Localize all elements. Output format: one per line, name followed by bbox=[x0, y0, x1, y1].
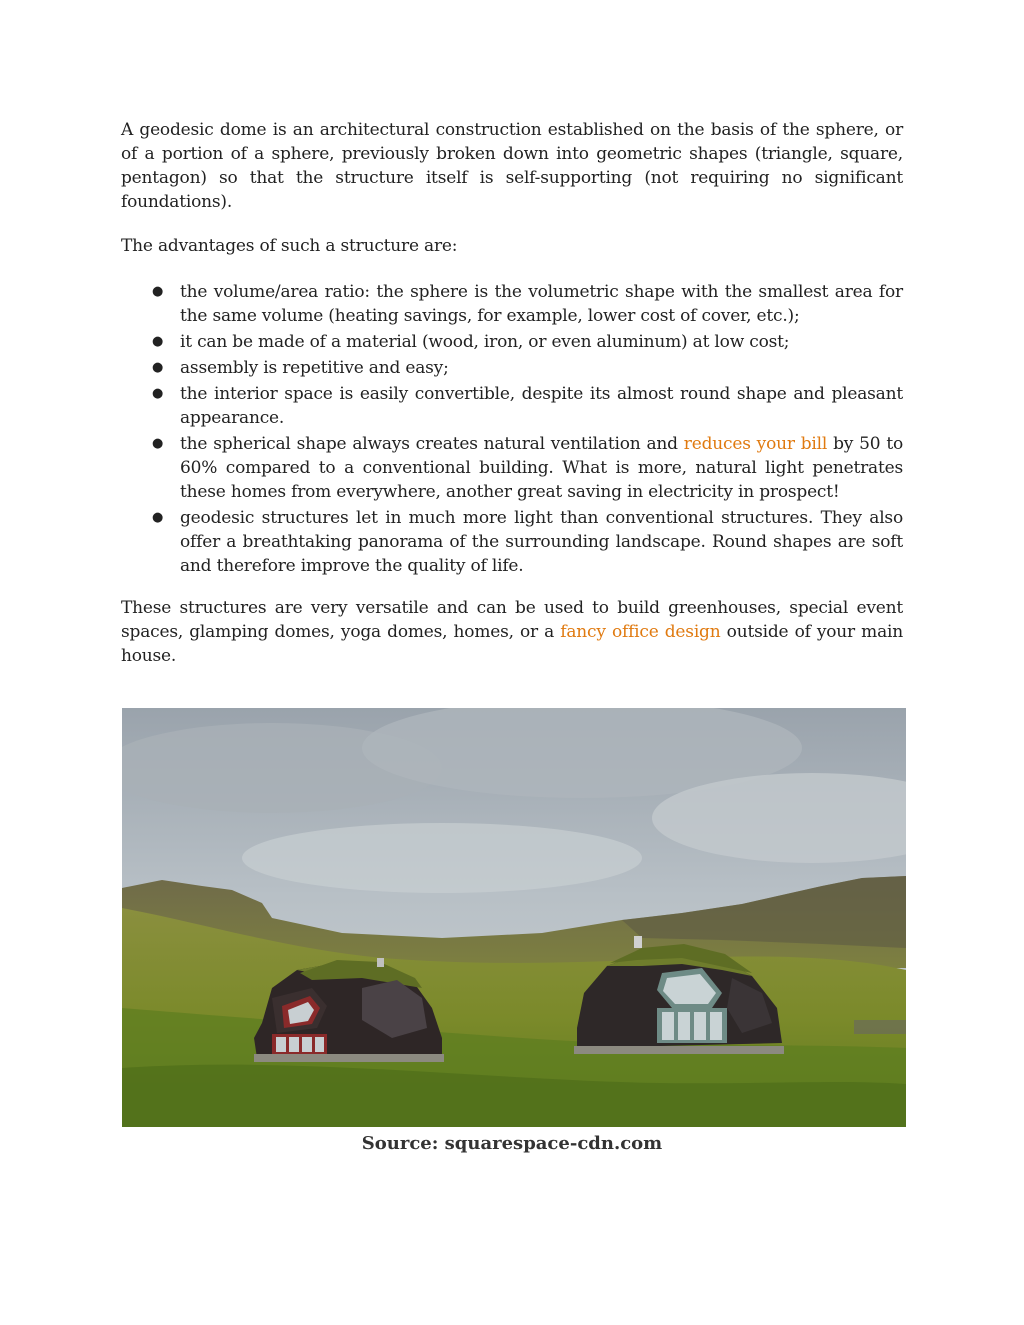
bullet-icon: ● bbox=[152, 284, 164, 299]
closing-text-after-link: outside of your main house. bbox=[121, 622, 903, 666]
closing-paragraph bbox=[121, 596, 903, 668]
list-item-text: assembly is repetitive and easy; bbox=[180, 358, 449, 378]
list-item-text: the interior space is easily convertible, despite its almost round shape and pleasant appearance. bbox=[180, 384, 903, 428]
list-item bbox=[152, 356, 903, 380]
list-item-text: it can be made of a material (wood, iron, or even aluminum) at low cost; bbox=[180, 332, 790, 352]
list-item-text-before-link: the spherical shape always creates natural ventilation and bbox=[180, 434, 684, 454]
bullet-icon: ● bbox=[152, 334, 164, 349]
list-item bbox=[152, 280, 903, 328]
list-item bbox=[152, 432, 903, 504]
list-item bbox=[152, 382, 903, 430]
bullet-icon: ● bbox=[152, 386, 164, 401]
reduces-your-bill-link[interactable]: reduces your bill bbox=[683, 434, 828, 454]
advantages-list bbox=[121, 280, 903, 578]
list-item bbox=[152, 330, 903, 354]
image-caption: Source: squarespace-cdn.com bbox=[361, 1133, 663, 1154]
closing-text-before-link: These structures are very versatile and can be used to build greenhouses, special event spaces, glamping domes, yoga domes, homes, or a bbox=[121, 598, 903, 642]
fancy-office-design-link[interactable]: fancy office design bbox=[560, 622, 721, 642]
intro-paragraph: A geodesic dome is an architectural construction established on the basis of the sphere, or of a portion of a sphere, previously broken down into geometric shapes (triangle, square, pentagon) so that the structure itself is self-supporting (not requiring no significant foundations). bbox=[121, 120, 903, 212]
bullet-icon: ● bbox=[152, 436, 164, 451]
document-body bbox=[121, 118, 903, 668]
list-item-text: geodesic structures let in much more light than conventional structures. They also offer a breathtaking panorama of the surrounding landscape. Round shapes are soft and therefore improve the quality of life. bbox=[180, 508, 903, 576]
list-item-text-after-link: by 50 to 60% compared to a conventional building. What is more, natural light penetrates these homes from everywhere, another great saving in electricity in prospect! bbox=[180, 434, 903, 502]
bullet-icon: ● bbox=[152, 360, 164, 375]
advantages-intro: The advantages of such a structure are: bbox=[121, 236, 458, 256]
list-item-text: the volume/area ratio: the sphere is the volumetric shape with the smallest area for the same volume (heating savings, for example, lower cost of cover, etc.); bbox=[180, 282, 903, 326]
bullet-icon: ● bbox=[152, 510, 164, 525]
list-item bbox=[152, 506, 903, 578]
geodesic-domes-photo bbox=[122, 708, 906, 1127]
